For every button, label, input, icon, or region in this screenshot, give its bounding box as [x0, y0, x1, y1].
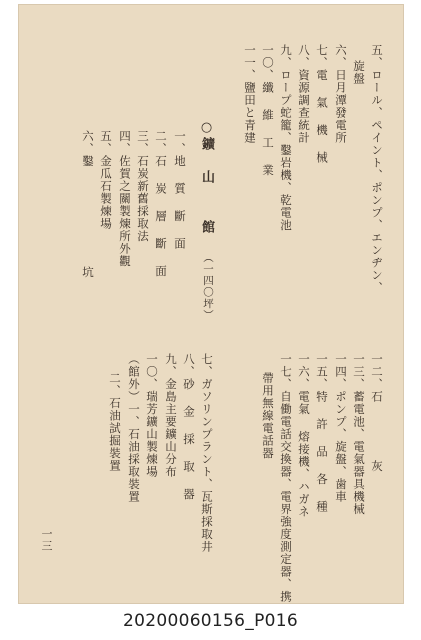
- section-area: （一四〇坪）: [202, 252, 214, 321]
- middle-line-5: 五、金瓜石製煉場: [99, 130, 113, 230]
- lower-left-line-2: 八、砂 金 採 取 器: [182, 353, 196, 501]
- upper-line-3: 六、日月潭發電所: [334, 44, 348, 144]
- upper-line-8: 一一、鹽田と青建: [243, 44, 257, 144]
- lower-left-line-5: （館外）一、石油採取裝置: [127, 353, 141, 503]
- middle-line-1: 一、地 質 斷 面: [173, 130, 187, 250]
- upper-line-1: 五、ロール、ペイント、ポンプ、エンヂン、: [370, 44, 384, 294]
- lower-left-line-4: 一〇、瑞芳鑛山製煉場: [145, 353, 159, 478]
- section-heading-3: 館: [199, 220, 214, 235]
- lower-right-line-1: 一二、石: [370, 353, 384, 403]
- lower-right-line-5: 一六、電氣 熔接機、ハガネ: [297, 353, 311, 518]
- lower-left-line-1: 七、ガソリンプラント、瓦斯採取井: [200, 353, 214, 553]
- lower-right-line-2: 一三、蓄電池、電氣器具機械: [352, 353, 366, 516]
- upper-line-4: 七、電 氣 機 械: [315, 44, 329, 164]
- page-number: 一三: [40, 528, 53, 552]
- middle-line-3: 三、石炭新舊採取法: [136, 130, 150, 243]
- lower-right-line-4: 一五、特 許 品 各 種: [315, 353, 329, 513]
- upper-line-6: 九、ロープ蛇籠、鑿岩機、乾電池: [279, 44, 293, 232]
- upper-line-5: 八、資源調查統計: [297, 44, 311, 144]
- lower-right-line-6: 一七、自働電話交換器、電界強度測定器、携: [279, 353, 293, 603]
- middle-line-6b: 坑: [81, 266, 95, 279]
- upper-line-2: 旋盤: [352, 60, 366, 85]
- lower-left-line-3: 九、金島主要鑛山分布: [164, 353, 178, 478]
- lower-right-line-1b: 灰: [370, 460, 384, 473]
- middle-line-4: 四、佐賀之關製煉所外觀: [118, 130, 132, 268]
- section-heading: ○鑛: [199, 120, 214, 152]
- lower-right-line-3: 一四、ポンプ、旋盤、歯車: [334, 353, 348, 503]
- middle-line-6: 六、鑿: [81, 130, 95, 168]
- lower-right-line-7: 帶用無線電話器: [261, 372, 275, 460]
- section-heading-2: 山: [199, 170, 214, 185]
- middle-line-2: 二、石 炭 層 斷 面: [154, 130, 168, 278]
- image-id-caption: 20200060156_P016: [123, 611, 298, 631]
- upper-line-7: 一〇、纖 維 工 業: [261, 44, 275, 177]
- lower-left-line-6: 二、石油試掘裝置: [108, 372, 122, 472]
